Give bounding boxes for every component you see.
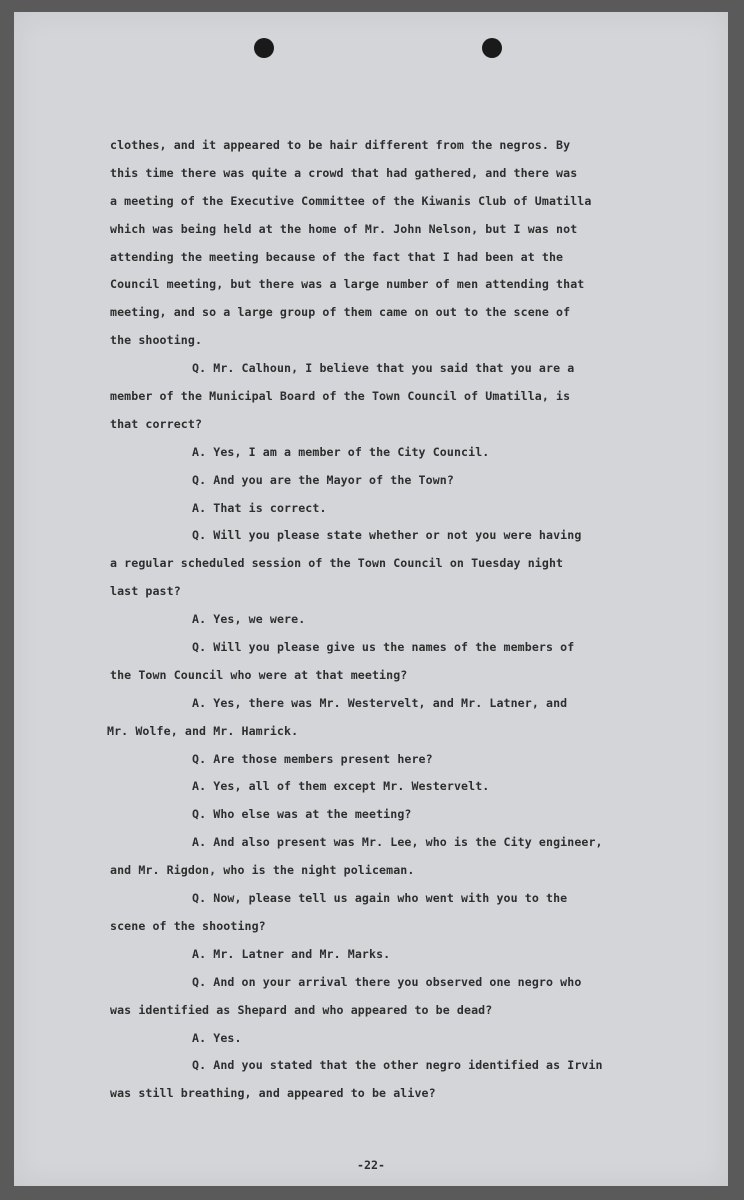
text-line: was still breathing, and appeared to be alive? <box>110 1086 436 1101</box>
page-number: -22- <box>357 1158 385 1172</box>
punch-hole-right <box>482 38 502 58</box>
question-line: Q. And on your arrival there you observed one negro who <box>192 974 582 989</box>
punch-hole-left <box>254 38 274 58</box>
text-line: which was being held at the home of Mr. John Nelson, but I was not <box>110 221 578 236</box>
text-line: scene of the shooting? <box>110 918 266 933</box>
question-line: Q. Mr. Calhoun, I believe that you said that you are a <box>192 361 575 376</box>
text-line: and Mr. Rigdon, who is the night policeman. <box>110 863 415 878</box>
text-line: that correct? <box>110 416 203 431</box>
text-line: Mr. Wolfe, and Mr. Hamrick. <box>107 723 299 738</box>
text-line: a regular scheduled session of the Town Council on Tuesday night <box>110 556 564 571</box>
question-line: Q. Are those members present here? <box>192 751 433 766</box>
question-line: Q. And you stated that the other negro identified as Irvin <box>192 1058 603 1073</box>
document-page <box>14 12 728 1186</box>
answer-line: A. Yes, I am a member of the City Council. <box>192 444 490 459</box>
answer-line: A. Yes, we were. <box>192 612 306 627</box>
text-line: meeting, and so a large group of them came on out to the scene of <box>110 305 571 320</box>
transcript-body <box>107 132 700 1108</box>
question-line: Q. And you are the Mayor of the Town? <box>192 472 454 487</box>
question-line: Q. Will you please give us the names of the members of <box>192 640 575 655</box>
answer-line: A. That is correct. <box>192 500 327 515</box>
answer-line: A. And also present was Mr. Lee, who is the City engineer, <box>192 835 603 850</box>
text-line: the shooting. <box>110 333 203 348</box>
text-line: Council meeting, but there was a large number of men attending that <box>110 277 585 292</box>
text-line: the Town Council who were at that meeting? <box>110 667 408 682</box>
answer-line: A. Yes. <box>192 1030 242 1045</box>
question-line: Q. Will you please state whether or not you were having <box>192 528 582 543</box>
text-line: member of the Municipal Board of the Town Council of Umatilla, is <box>110 389 571 404</box>
text-line: clothes, and it appeared to be hair different from the negros. By <box>110 138 571 152</box>
question-line: Q. Who else was at the meeting? <box>192 807 412 822</box>
answer-line: A. Mr. Latner and Mr. Marks. <box>192 946 391 961</box>
answer-line: A. Yes, all of them except Mr. Westervelt. <box>192 779 490 794</box>
text-line: was identified as Shepard and who appeared to be dead? <box>110 1002 493 1017</box>
text-line: attending the meeting because of the fact that I had been at the <box>110 249 564 264</box>
text-line: this time there was quite a crowd that had gathered, and there was <box>110 165 578 180</box>
text-line: last past? <box>110 584 181 599</box>
answer-line: A. Yes, there was Mr. Westervelt, and Mr. Latner, and <box>192 695 568 710</box>
text-line: a meeting of the Executive Committee of the Kiwanis Club of Umatilla <box>110 193 592 208</box>
question-line: Q. Now, please tell us again who went with you to the <box>192 891 568 906</box>
